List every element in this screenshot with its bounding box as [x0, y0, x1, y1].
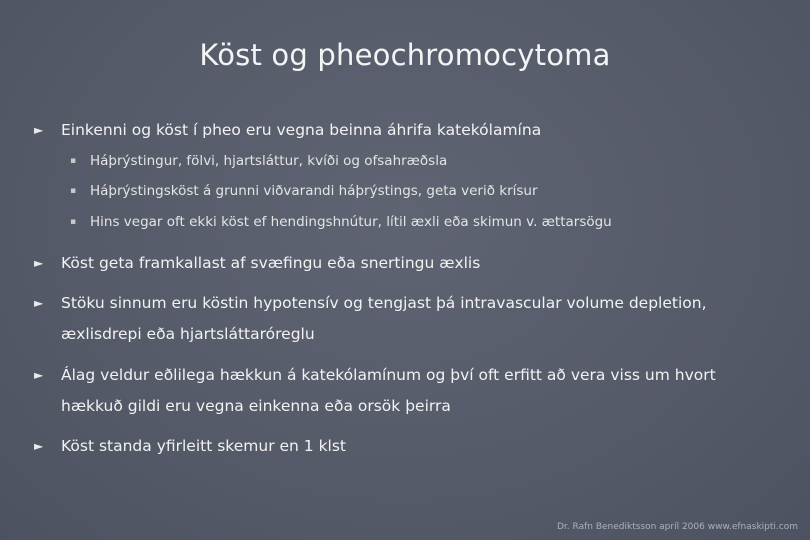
bullet-text: Álag veldur eðlilega hækkun á katekólamínum og því oft erfitt að vera viss um hvort — [61, 366, 716, 384]
square-bullet-icon: ▪ — [70, 156, 77, 166]
triangle-bullet-icon: ► — [34, 439, 44, 453]
bullet-text: Stöku sinnum eru köstin hypotensív og tengjast þá intravascular volume depletion, — [61, 294, 707, 312]
bullet-text: Köst geta framkallast af svæfingu eða snertingu æxlis — [61, 254, 481, 272]
slide-title: Köst og pheochromocytoma — [199, 38, 611, 72]
triangle-bullet-icon: ► — [34, 123, 44, 137]
sub-bullet-text: Háþrýstingur, fölvi, hjartsláttur, kvíði og ofsahræðsla — [90, 153, 448, 169]
sub-bullet-text: Háþrýstingsköst á grunni viðvarandi háþrýstings, geta verið krísur — [90, 183, 538, 199]
triangle-bullet-icon: ► — [34, 296, 44, 310]
bullet-text: Einkenni og köst í pheo eru vegna beinna áhrifa katekólamína — [61, 121, 542, 139]
triangle-bullet-icon: ► — [34, 368, 44, 382]
bullet-text-line2: hækkuð gildi eru vegna einkenna eða orsök þeirra — [61, 397, 451, 415]
bullet-text: Köst standa yfirleitt skemur en 1 klst — [61, 437, 347, 455]
square-bullet-icon: ▪ — [70, 186, 77, 196]
square-bullet-icon: ▪ — [70, 217, 77, 227]
bullet-text-line2: æxlisdrepi eða hjartsláttaróreglu — [61, 325, 315, 343]
footer-credit: Dr. Rafn Benediktsson apríl 2006 www.efnaskipti.com — [556, 522, 798, 532]
sub-bullet-text: Hins vegar oft ekki köst ef hendingshnútur, lítil æxli eða skimun v. ættarsögu — [90, 214, 612, 230]
triangle-bullet-icon: ► — [34, 256, 44, 270]
